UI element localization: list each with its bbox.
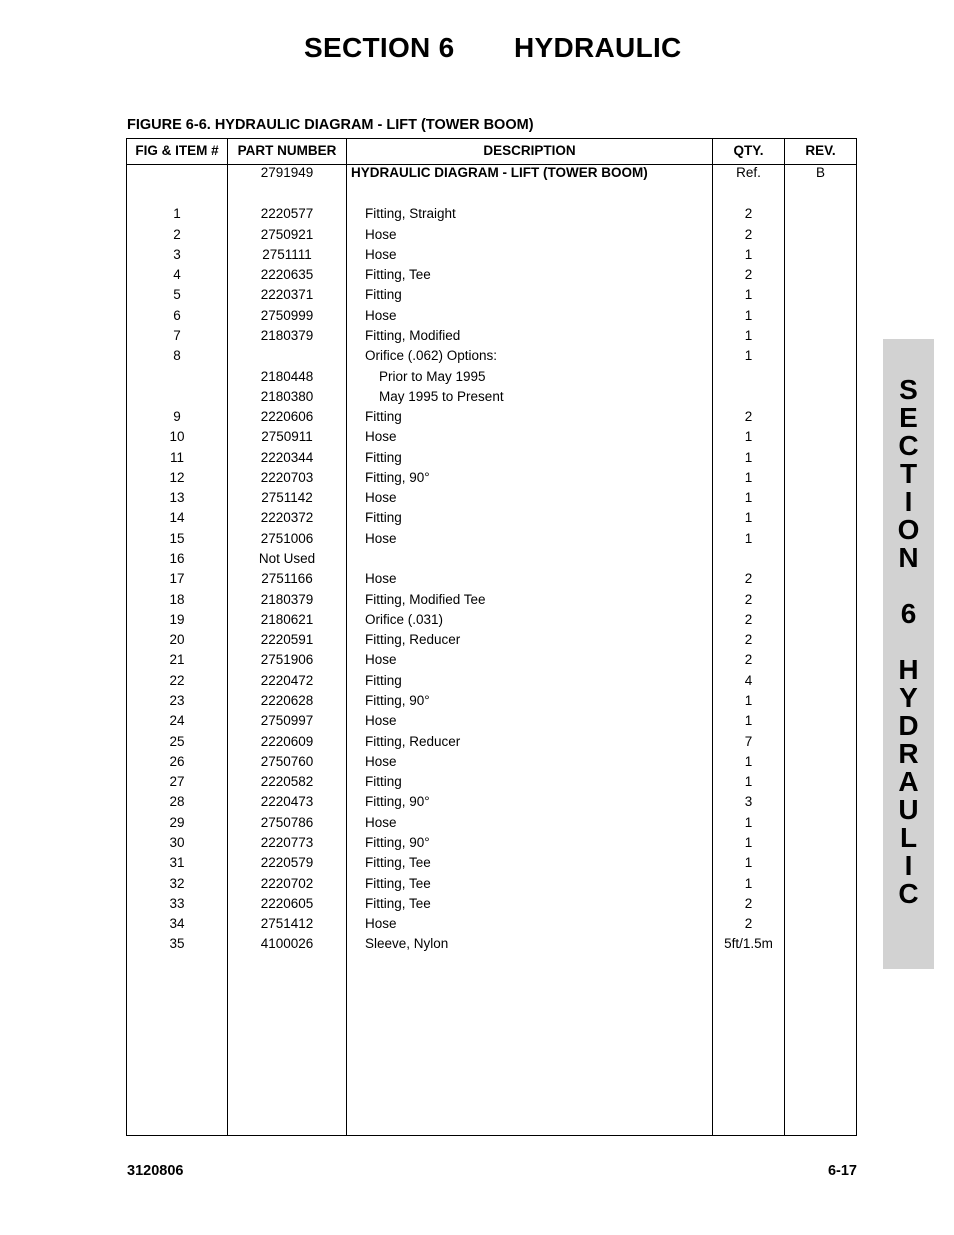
qty-cell: 2: [744, 226, 753, 242]
side-tab-letter: R: [898, 738, 919, 769]
item-cell: 28: [169, 794, 185, 810]
column-header-qty: QTY.: [733, 143, 764, 158]
item-cell: 15: [169, 530, 185, 546]
rev-cell: [785, 772, 856, 792]
description-cell: Fitting, Tee: [365, 895, 431, 911]
qty-cell: 1: [744, 693, 753, 708]
side-tab-letter: T: [899, 458, 918, 489]
rev-cell: [785, 285, 856, 305]
table-row: [127, 630, 856, 650]
side-tab-letter: A: [898, 766, 919, 797]
qty-cell: 1: [744, 774, 753, 790]
qty-cell: 2: [744, 916, 753, 932]
part-number-cell: 2750911: [261, 429, 313, 445]
table-row: [127, 711, 856, 731]
qty-cell: 1: [744, 855, 753, 871]
rev-cell: [785, 306, 856, 326]
item-cell: 9: [173, 409, 181, 425]
part-number-cell: 2751006: [260, 530, 314, 546]
part-number-cell: 2220579: [260, 855, 314, 871]
item-cell: 17: [169, 571, 185, 587]
qty-cell: 1: [744, 753, 753, 769]
qty-cell: 5ft/1.5m: [724, 936, 773, 952]
qty-cell: [713, 387, 784, 407]
part-number-cell: 2220372: [260, 510, 314, 526]
rev-cell: [785, 204, 856, 224]
rev-cell: [785, 488, 856, 508]
table-row: [127, 407, 856, 427]
qty-cell: 2: [744, 571, 753, 587]
table-row: [127, 508, 856, 528]
description-cell: Fitting, Modified Tee: [365, 591, 486, 607]
qty-cell: 2: [744, 652, 753, 668]
column-header-part-number: PART NUMBER: [237, 143, 337, 158]
item-cell: 26: [169, 753, 185, 769]
qty-cell: 1: [744, 490, 753, 506]
item-cell: 13: [169, 490, 185, 506]
description-cell: Fitting: [365, 672, 402, 688]
description-cell: Hose: [365, 490, 397, 506]
qty-cell: 1: [744, 327, 753, 343]
rev-cell: [785, 934, 856, 954]
item-cell: [127, 367, 227, 387]
rev-cell: [785, 630, 856, 650]
item-cell: [127, 387, 227, 407]
part-number-cell: 4100026: [260, 936, 314, 952]
qty-cell: 1: [744, 713, 753, 729]
rev-cell: [785, 671, 856, 691]
rev-cell: [785, 874, 856, 894]
item-cell: 1: [173, 206, 181, 222]
rev-cell: [785, 853, 856, 873]
table-row: [127, 772, 856, 792]
part-number-cell: 2180380: [260, 388, 314, 404]
part-number-cell: 2751142: [261, 490, 313, 506]
description-cell: Hose: [365, 652, 397, 668]
qty-cell: 1: [744, 814, 753, 830]
table-row: [127, 326, 856, 346]
description-cell: Fitting, Reducer: [365, 632, 461, 648]
rev-cell: [785, 265, 856, 285]
item-cell: 12: [169, 469, 185, 485]
part-number-cell: 2180621: [260, 611, 314, 627]
table-row: [127, 448, 856, 468]
part-number-cell: 2220703: [260, 469, 314, 485]
qty-cell: 1: [744, 287, 753, 303]
part-number-cell: 2751906: [260, 652, 314, 668]
side-tab-letter: U: [898, 794, 919, 825]
description-cell: May 1995 to Present: [379, 388, 504, 404]
table-row: [127, 853, 856, 873]
section-side-tab: [883, 339, 934, 969]
table-row: [127, 468, 856, 488]
qty-cell: 1: [744, 834, 753, 850]
item-cell: 6: [173, 307, 181, 323]
rev-cell: [785, 367, 856, 387]
table-row: [127, 265, 856, 285]
part-number-cell: 2220635: [260, 267, 314, 283]
qty-cell: 1: [744, 449, 753, 465]
qty-cell: 1: [744, 429, 753, 445]
part-number-cell: 2750760: [260, 753, 314, 769]
description-cell: Orifice (.031): [365, 611, 444, 627]
rev-cell: [785, 225, 856, 245]
rev-cell: [785, 914, 856, 934]
qty-cell: 2: [744, 895, 753, 911]
table-row: [127, 285, 856, 305]
rev-cell: [785, 590, 856, 610]
table-row: [127, 590, 856, 610]
part-number-cell: 2750999: [260, 307, 314, 323]
part-number-cell: 2220773: [260, 834, 314, 850]
table-row: [127, 245, 856, 265]
part-number-cell: 2220605: [260, 895, 314, 911]
qty-cell: 2: [744, 611, 753, 627]
rev-cell: [785, 752, 856, 772]
table-row: [127, 529, 856, 549]
qty-cell: [713, 367, 784, 387]
part-number-cell: 2220473: [260, 794, 314, 810]
table-row: [127, 346, 856, 366]
description-cell: Hose: [365, 530, 397, 546]
side-tab-letter: N: [898, 542, 919, 573]
description-cell: Fitting: [365, 449, 402, 465]
description-cell: Fitting: [365, 774, 402, 790]
side-tab-letter: D: [898, 710, 919, 741]
rev-cell: [785, 468, 856, 488]
qty-cell: 2: [744, 206, 753, 222]
item-cell: 10: [169, 429, 185, 445]
description-cell: Hose: [365, 753, 397, 769]
item-cell: 3: [173, 246, 181, 262]
rev-cell: [785, 407, 856, 427]
item-cell: 7: [173, 327, 181, 343]
item-cell: 32: [169, 875, 185, 891]
rev-cell: [785, 711, 856, 731]
item-cell: 24: [169, 713, 185, 729]
table-row: [127, 387, 856, 407]
rev-cell: [785, 813, 856, 833]
item-cell: [127, 163, 227, 183]
item-cell: 8: [173, 348, 181, 364]
part-number-cell: 2220606: [260, 409, 314, 425]
table-row: [127, 225, 856, 245]
table-row: [127, 833, 856, 853]
qty-cell: 1: [744, 510, 753, 526]
item-cell: 29: [169, 814, 185, 830]
item-cell: 31: [169, 855, 185, 871]
side-tab-letter: 6: [900, 598, 917, 629]
rev-cell: [785, 508, 856, 528]
rev-cell: [785, 650, 856, 670]
column-header-rev: REV.: [805, 143, 836, 158]
part-number-cell: 2751412: [260, 916, 314, 932]
item-cell: 18: [169, 591, 185, 607]
description-cell: Fitting, Modified: [365, 327, 461, 343]
rev-cell: B: [815, 165, 825, 180]
column-header-description: DESCRIPTION: [483, 143, 576, 158]
description-cell: [365, 549, 705, 569]
rev-cell: [785, 549, 856, 569]
item-cell: 16: [169, 551, 185, 567]
item-cell: 27: [169, 774, 185, 790]
description-cell: Fitting, Straight: [365, 206, 456, 222]
description-cell: Fitting: [365, 409, 402, 425]
section-number: SECTION 6: [304, 32, 455, 63]
part-number-cell: 2180379: [260, 591, 314, 607]
rev-cell: [785, 529, 856, 549]
column-header-item: FIG & ITEM #: [135, 143, 219, 158]
description-cell: Fitting, 90°: [365, 794, 430, 810]
description-cell: Fitting: [365, 510, 402, 526]
table-row: [127, 874, 856, 894]
rev-cell: [785, 326, 856, 346]
part-number-cell: 2180448: [260, 368, 314, 384]
qty-cell: 7: [744, 733, 753, 749]
side-tab-letter: S: [899, 374, 918, 405]
qty-cell: 2: [744, 591, 753, 607]
description-cell: Fitting, 90°: [365, 834, 430, 850]
qty-cell: 3: [744, 794, 753, 810]
section-title: HYDRAULIC: [514, 32, 682, 63]
qty-cell: 2: [744, 267, 753, 283]
part-number-cell: 2751166: [261, 571, 313, 587]
qty-cell: 1: [744, 875, 753, 891]
rev-cell: [785, 448, 856, 468]
part-number-cell: 2750997: [260, 713, 314, 729]
table-row: [127, 914, 856, 934]
description-cell: Hose: [365, 916, 397, 932]
part-number-cell: 2750786: [260, 814, 314, 830]
side-tab-letter: H: [898, 654, 919, 685]
qty-cell: 1: [744, 246, 753, 262]
part-number-cell: 2220344: [260, 449, 314, 465]
description-cell: Orifice (.062) Options:: [365, 348, 498, 364]
side-tab-letter: Y: [899, 682, 918, 713]
table-row: [127, 427, 856, 447]
side-tab-letter: I: [904, 486, 913, 517]
side-tab-letter: L: [899, 822, 918, 853]
table-row: [127, 732, 856, 752]
table-row: [127, 650, 856, 670]
side-tab-letter: C: [898, 878, 919, 909]
part-number-cell: 2220702: [260, 875, 314, 891]
description-cell: Hose: [365, 571, 397, 587]
description-cell: HYDRAULIC DIAGRAM - LIFT (TOWER BOOM): [351, 165, 648, 180]
part-number-cell: 2220628: [260, 693, 314, 708]
description-cell: Sleeve, Nylon: [365, 936, 449, 952]
rev-cell: [785, 894, 856, 914]
part-number-cell: [228, 346, 346, 366]
qty-cell: 1: [744, 469, 753, 485]
rev-cell: [785, 346, 856, 366]
item-cell: 34: [169, 916, 185, 932]
part-number-cell: 2220591: [260, 632, 314, 648]
table-row: [127, 792, 856, 812]
description-cell: Hose: [365, 713, 397, 729]
rev-cell: [785, 732, 856, 752]
part-number-cell: 2750921: [260, 226, 314, 242]
table-row: [127, 813, 856, 833]
table-row: [127, 752, 856, 772]
table-row: [127, 569, 856, 589]
item-cell: 30: [169, 834, 185, 850]
item-cell: 35: [169, 936, 185, 952]
part-number-cell: 2220582: [260, 774, 314, 790]
item-cell: 22: [169, 672, 185, 688]
description-cell: Fitting, Tee: [365, 855, 431, 871]
item-cell: 2: [173, 226, 181, 242]
side-tab-letter: I: [904, 850, 913, 881]
qty-cell: [713, 549, 784, 569]
part-number-cell: 2751111: [262, 246, 312, 262]
description-cell: Fitting, Tee: [365, 267, 431, 283]
side-tab-letter: O: [897, 514, 920, 545]
qty-cell: Ref.: [736, 165, 761, 180]
qty-cell: 2: [744, 409, 753, 425]
figure-title: FIGURE 6-6. HYDRAULIC DIAGRAM - LIFT (TOWER BOOM): [127, 117, 534, 133]
description-cell: Hose: [365, 226, 397, 242]
part-number-cell: Not Used: [258, 551, 316, 567]
description-cell: Prior to May 1995: [379, 368, 486, 384]
rev-cell: [785, 569, 856, 589]
description-cell: Hose: [365, 246, 397, 262]
parts-table: [126, 138, 857, 1136]
item-cell: 33: [169, 895, 185, 911]
item-cell: 5: [173, 287, 181, 303]
description-cell: Fitting: [365, 287, 402, 303]
item-cell: 14: [169, 510, 185, 526]
side-tab-letter: E: [899, 402, 918, 433]
page-header: [0, 32, 954, 72]
table-row: [127, 671, 856, 691]
description-cell: Fitting, 90°: [365, 693, 430, 708]
description-cell: Fitting, Tee: [365, 875, 431, 891]
item-cell: 19: [169, 611, 185, 627]
part-number-cell: 2180379: [260, 327, 314, 343]
description-cell: Fitting, 90°: [365, 469, 430, 485]
description-cell: Hose: [365, 814, 397, 830]
item-cell: 23: [169, 693, 185, 708]
table-row: [127, 204, 856, 224]
rev-cell: [785, 792, 856, 812]
qty-cell: 2: [744, 632, 753, 648]
item-cell: 21: [169, 652, 185, 668]
item-cell: 25: [169, 733, 185, 749]
table-row: [127, 549, 856, 569]
table-row: [127, 934, 856, 954]
part-number-cell: 2220472: [260, 672, 314, 688]
rev-cell: [785, 610, 856, 630]
page-number: 6-17: [827, 1163, 857, 1179]
qty-cell: 1: [744, 348, 753, 364]
description-cell: Fitting, Reducer: [365, 733, 461, 749]
table-row: [127, 894, 856, 914]
rev-cell: [785, 833, 856, 853]
rev-cell: [785, 387, 856, 407]
table-row: [127, 306, 856, 326]
item-cell: 4: [173, 267, 181, 283]
table-row: [127, 367, 856, 387]
item-cell: 11: [169, 449, 184, 465]
part-number-cell: 2220577: [260, 206, 314, 222]
rev-cell: [785, 691, 856, 711]
description-cell: Hose: [365, 429, 397, 445]
item-cell: 20: [169, 632, 185, 648]
description-cell: Hose: [365, 307, 397, 323]
table-row: [127, 488, 856, 508]
qty-cell: 1: [744, 530, 753, 546]
table-row: [127, 163, 856, 183]
table-row: [127, 691, 856, 711]
part-number-cell: 2220609: [260, 733, 314, 749]
table-row: [127, 610, 856, 630]
rev-cell: [785, 427, 856, 447]
part-number-cell: 2791949: [260, 165, 314, 180]
qty-cell: 4: [744, 672, 753, 688]
qty-cell: 1: [744, 307, 753, 323]
side-tab-letter: C: [898, 430, 919, 461]
rev-cell: [785, 245, 856, 265]
document-number: 3120806: [127, 1163, 184, 1179]
part-number-cell: 2220371: [260, 287, 314, 303]
